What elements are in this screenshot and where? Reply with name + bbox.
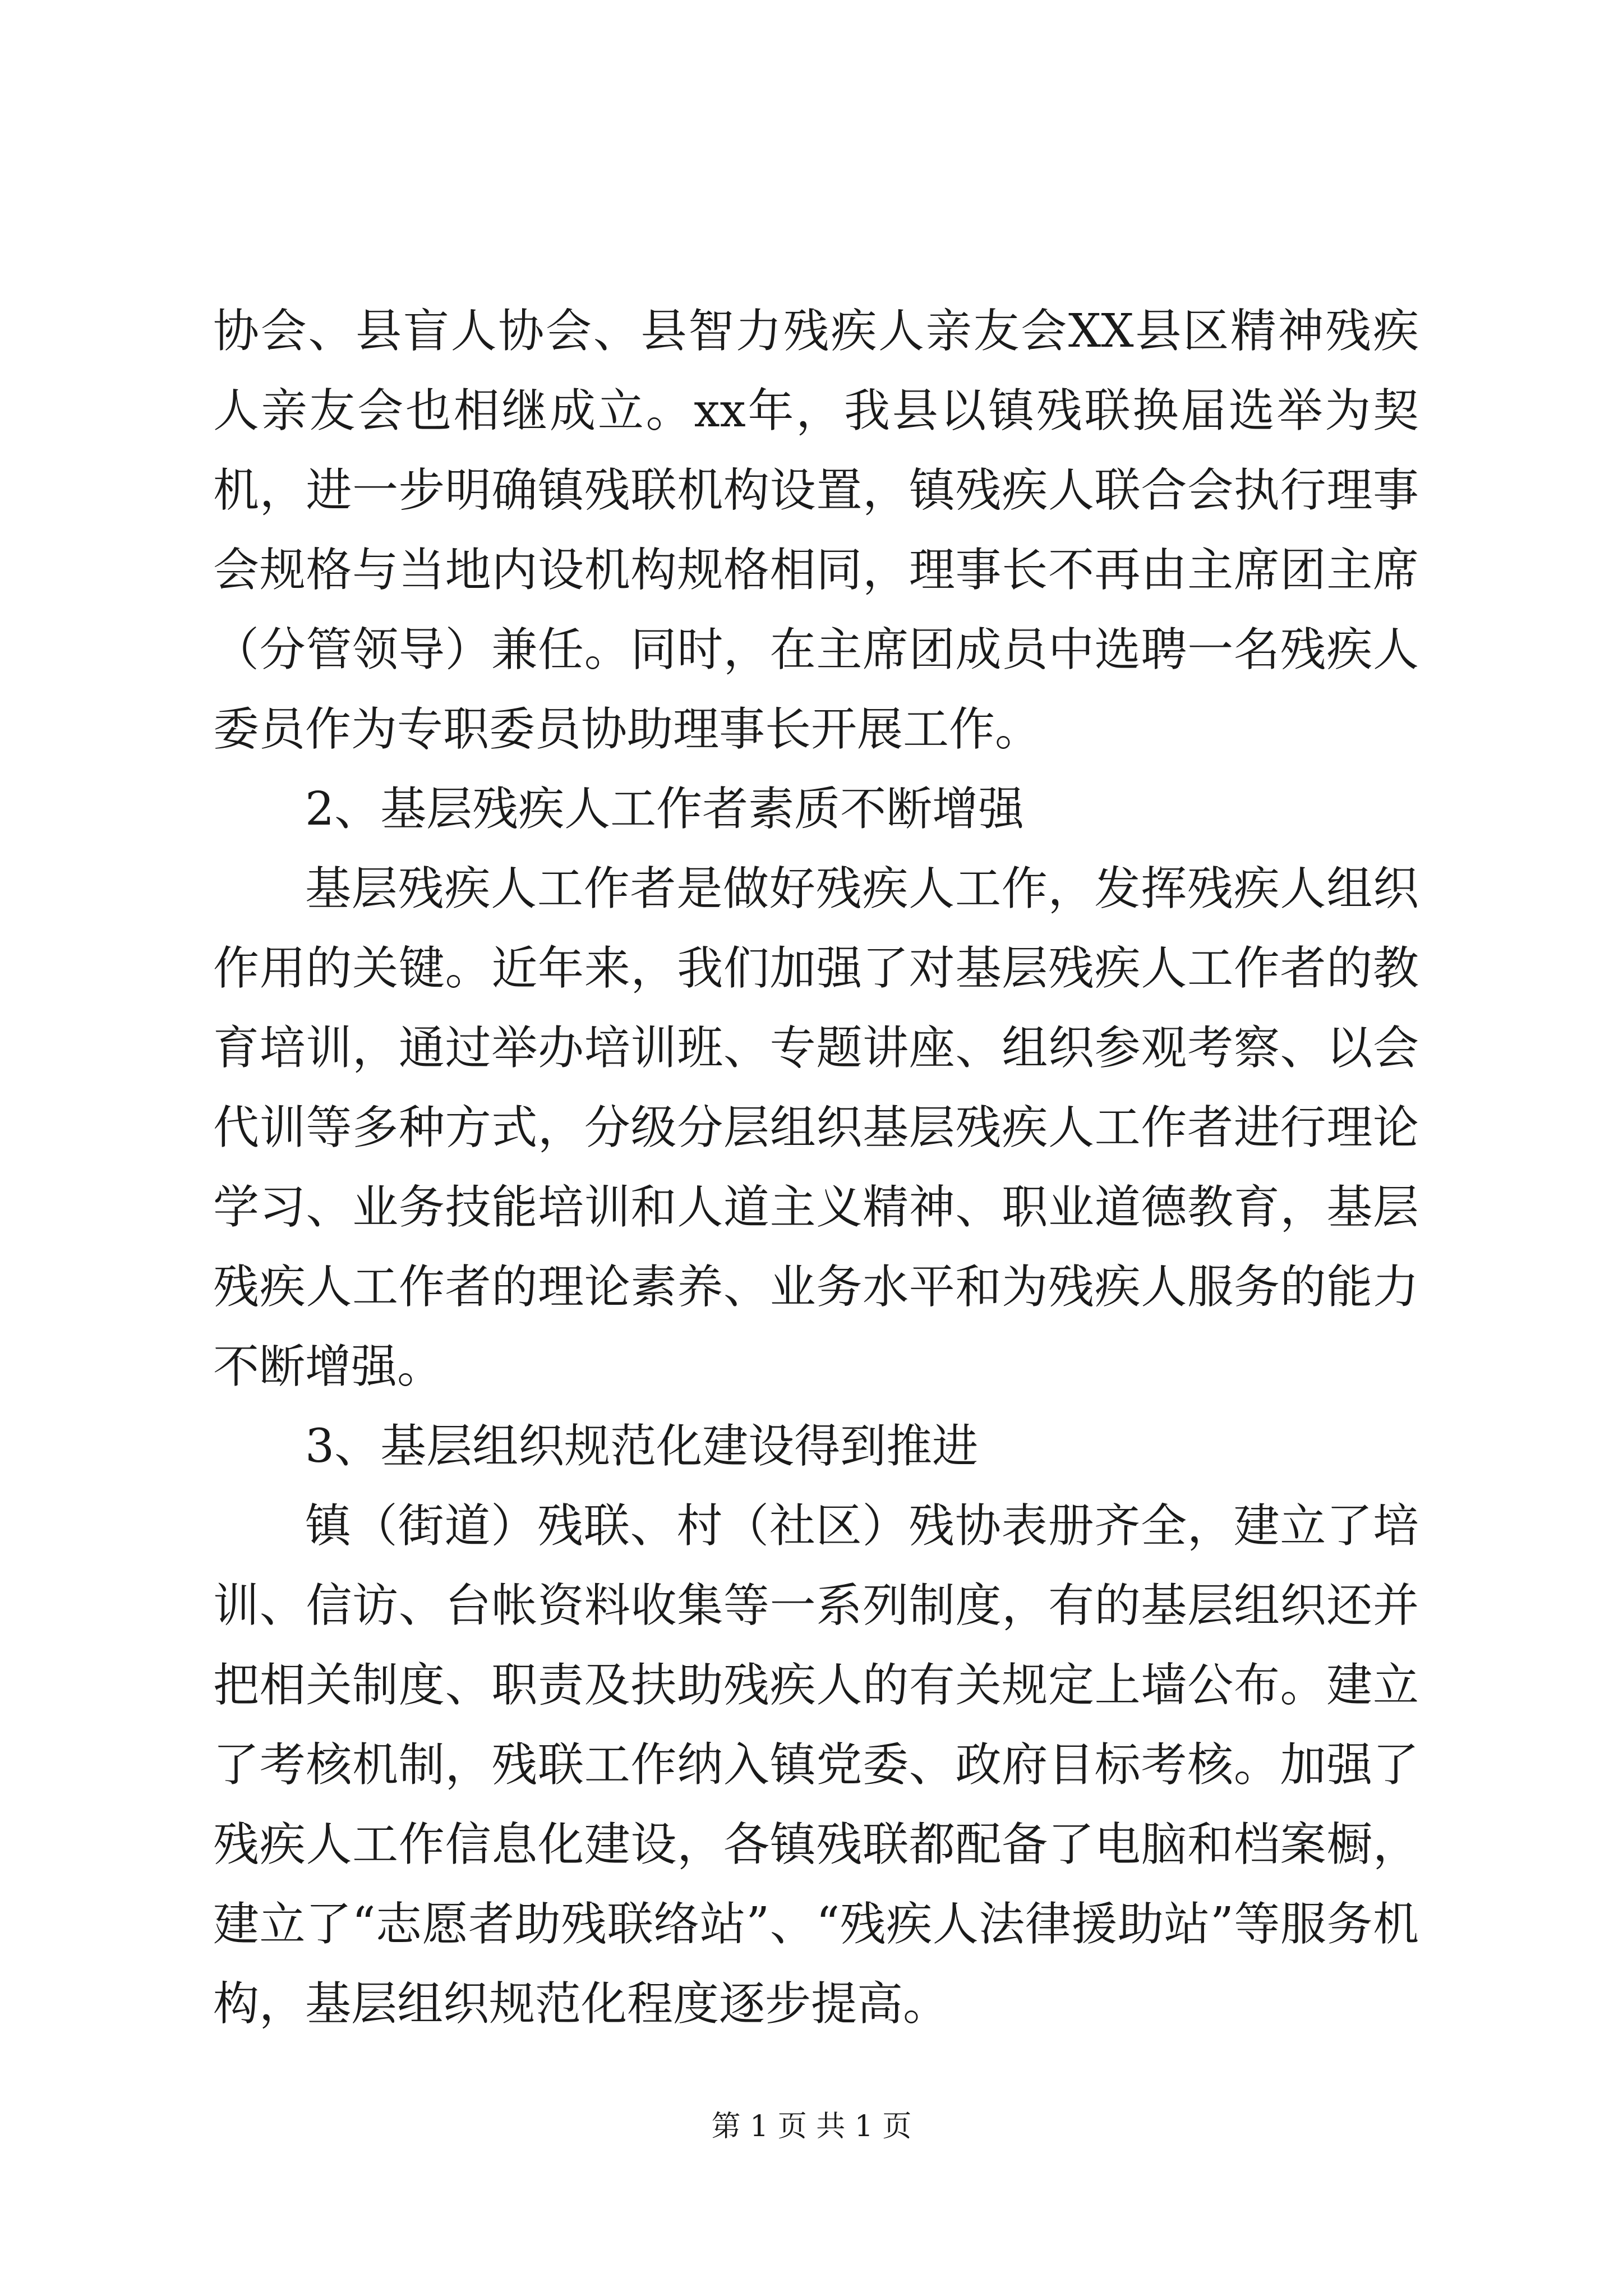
- section-heading-2: 2、基层残疾人工作者素质不断增强: [305, 783, 1025, 836]
- page-footer: 第 1 页 共 1 页: [711, 2110, 912, 2143]
- paragraph-body: 镇（街道）残联、村（社区）残协表册齐全，建立了培训、信访、台帐资料收集等一系列制度，有的基层组织还并把相关制度、职责及扶助残疾人的有关规定上墙公布。建立了考核机制，残联工作纳入镇党委、政府目标考核。加强了残疾人工作信息化建设，各镇残联都配备了电脑和档案橱，建立了“志愿者助残联络站”、“残疾人法律援助站”等服务机构，基层组织规范化程度逐步提高。: [213, 1499, 1419, 2031]
- document-body: [213, 292, 1419, 2044]
- section-heading-3: 3、基层组织规范化建设得到推进: [305, 1420, 979, 1473]
- paragraph-continuation: 协会、县盲人协会、县智力残疾人亲友会XX县区精神残疾人亲友会也相继成立。xx年，我县以镇残联换届选举为契机，进一步明确镇残联机构设置，镇残疾人联合会执行理事会规格与当地内设机构规格相同，理事长不再由主席团主席（分管领导）兼任。同时，在主席团成员中选聘一名残疾人委员作为专职委员协助理事长开展工作。: [213, 305, 1419, 756]
- paragraph-body: 基层残疾人工作者是做好残疾人工作，发挥残疾人组织作用的关键。近年来，我们加强了对基层残疾人工作者的教育培训，通过举办培训班、专题讲座、组织参观考察、以会代训等多种方式，分级分层组织基层残疾人工作者进行理论学习、业务技能培训和人道主义精神、职业道德教育，基层残疾人工作者的理论素养、业务水平和为残疾人服务的能力不断增强。: [213, 862, 1419, 1393]
